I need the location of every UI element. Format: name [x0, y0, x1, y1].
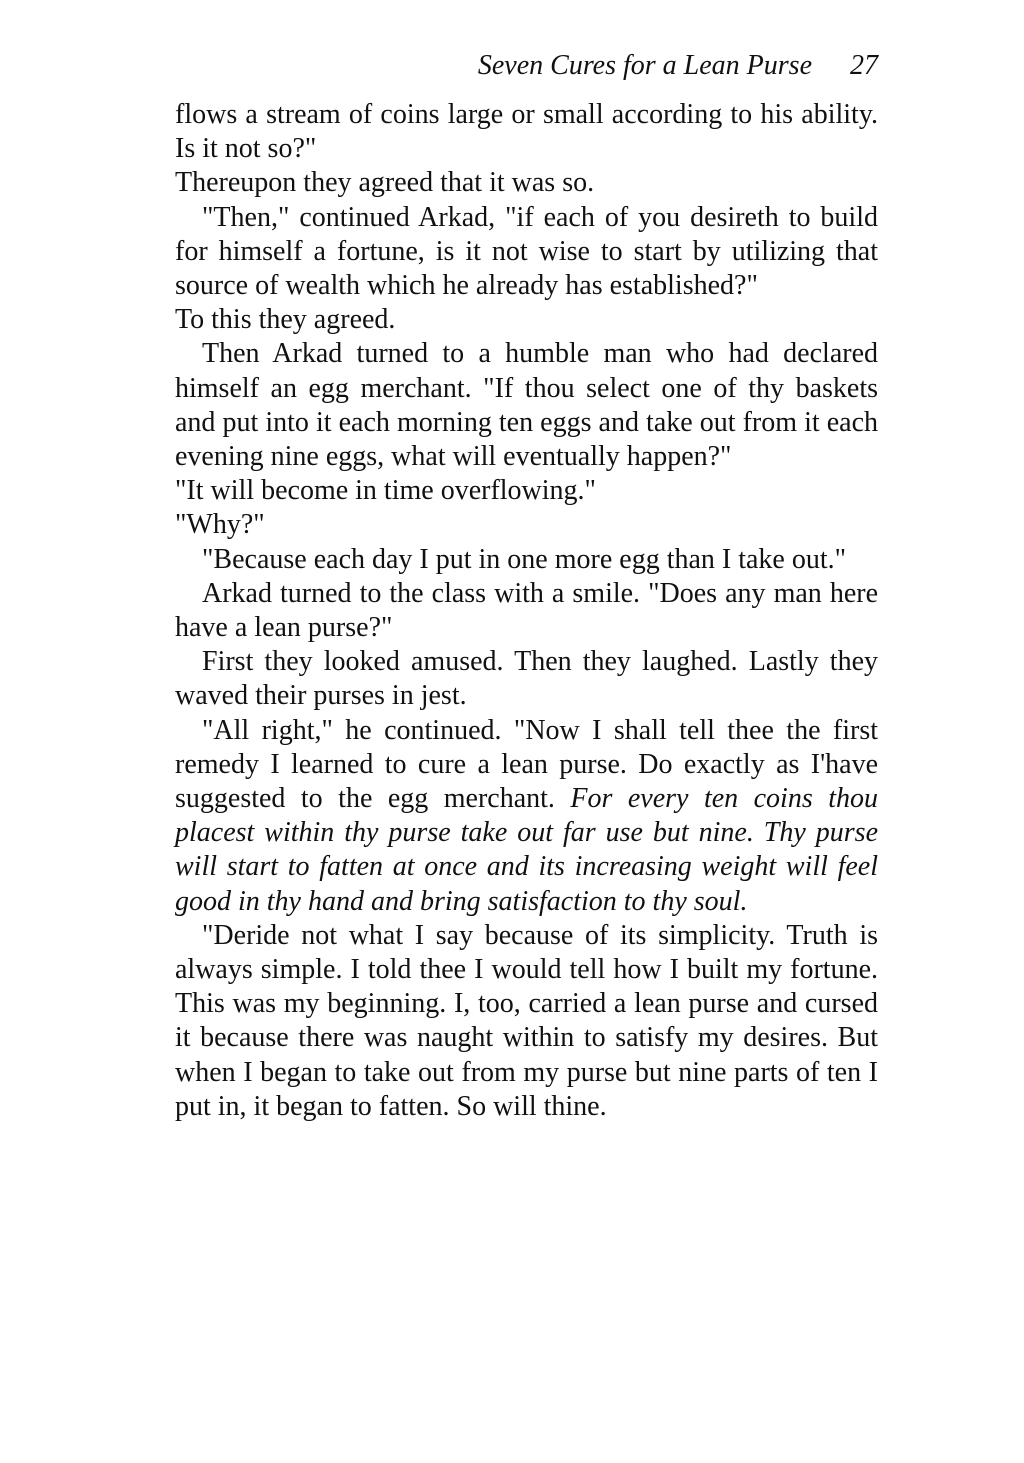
paragraph-6: "It will become in time overflowing.": [175, 475, 596, 507]
paragraph-11-emphasis: For every ten coins thou placest within thy purse take out far use but nine. Thy purse will start to fatten at once and its increasing weight will feel good in thy hand and bring satisfaction to thy soul.: [175, 783, 878, 917]
running-header-title: Seven Cures for a Lean Purse: [477, 50, 812, 81]
paragraph-9: Arkad turned to the class with a smile. "Does any man here have a lean purse?": [175, 577, 878, 644]
paragraph-4: To this they agreed.: [175, 304, 396, 336]
paragraph-8: "Because each day I put in one more egg than I take out.": [202, 543, 847, 575]
paragraph-5: Then Arkad turned to a humble man who had declared himself an egg merchant. "If thou select one of thy baskets and put into it each morning ten eggs and take out from it each evening nine eggs, what will eventually happen?": [175, 338, 878, 473]
running-header: [175, 48, 878, 98]
body-text: [175, 98, 878, 1124]
page-number: 27: [850, 50, 878, 81]
paragraph-3: "Then," continued Arkad, "if each of you desireth to build for himself a fortune, is it not wise to start by utilizing that source of wealth which he already has established?": [175, 201, 878, 302]
paragraph-10: First they looked amused. Then they laughed. Lastly they waved their purses in jest.: [175, 646, 878, 712]
paragraph-11-text: "All right," he continued. "Now I shall tell thee the first remedy I learned to cure a lean purse. Do exactly as I'have suggested to the egg merchant.: [175, 714, 878, 815]
paragraph-7: "Why?": [175, 509, 265, 541]
paragraph-11: [175, 714, 878, 919]
paragraph-12: "Deride not what I say because of its simplicity. Truth is always simple. I told thee I would tell how I built my fortune. This was my beginning. I, too, carried a lean purse and cursed it because there was naught within to satisfy my desires. But when I began to take out from my purse but nine parts of ten I put in, it began to fatten. So will thine.: [175, 919, 878, 1122]
book-page: [175, 48, 878, 1124]
paragraph-1: flows a stream of coins large or small according to his ability. Is it not so?": [175, 99, 878, 165]
paragraph-2: Thereupon they agreed that it was so.: [175, 167, 595, 199]
